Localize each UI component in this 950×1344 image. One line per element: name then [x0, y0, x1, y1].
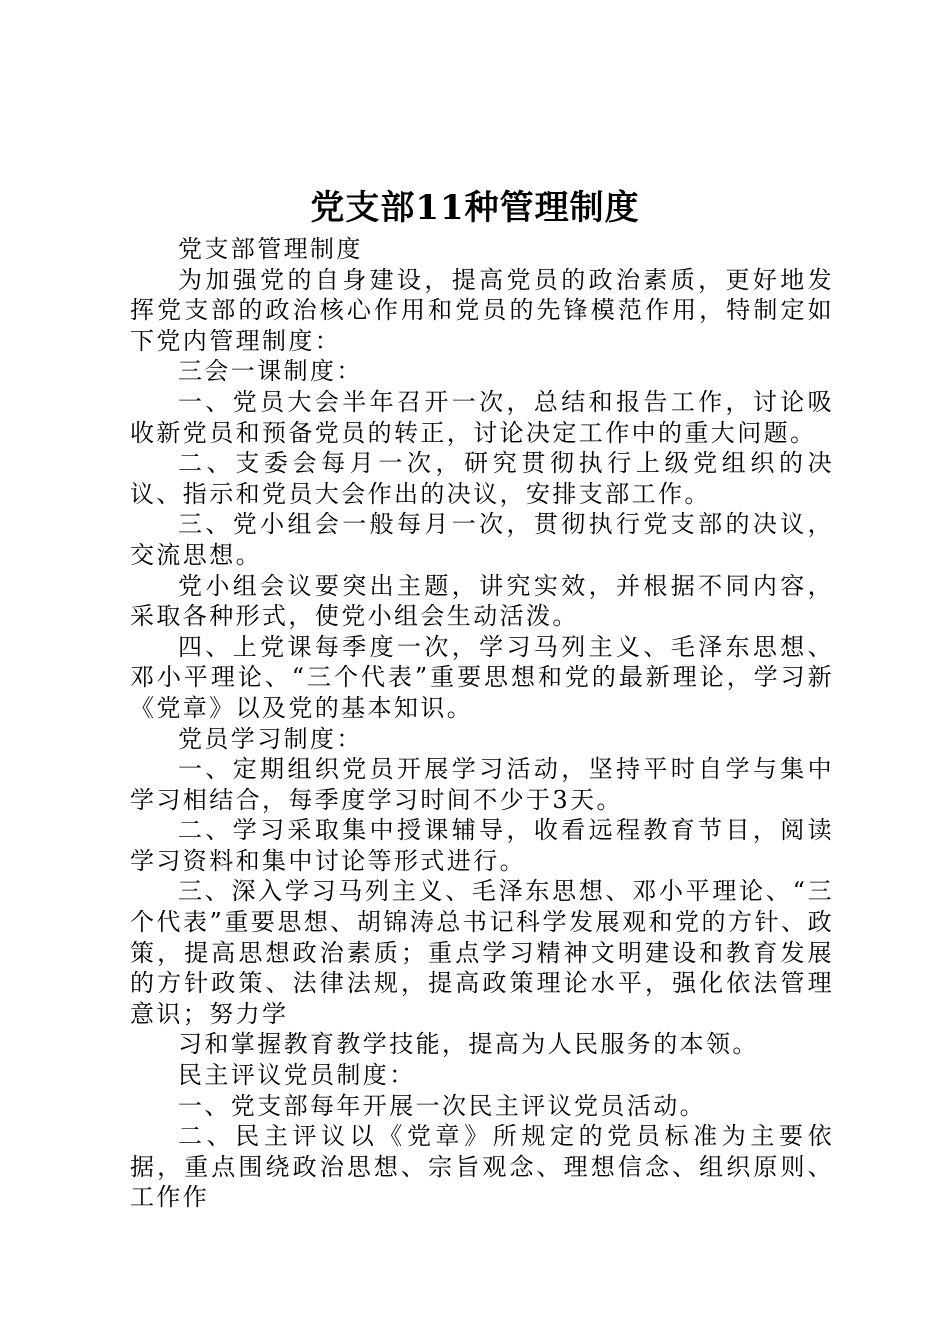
paragraph: 一、党员大会半年召开一次，总结和报告工作，讨论吸收新党员和预备党员的转正，讨论决定工作中的重大问题。: [130, 387, 834, 447]
paragraph: 三会一课制度：: [178, 357, 363, 386]
document-body: [130, 234, 834, 1213]
paragraph: 民主评议党员制度：: [178, 1061, 416, 1090]
paragraph: 一、定期组织党员开展学习活动，坚持平时自学与集中学习相结合，每季度学习时间不少于3天。: [130, 755, 834, 814]
paragraph: 一、党支部每年开展一次民主评议党员活动。: [178, 1091, 706, 1120]
paragraph: 二、学习采取集中授课辅导，收看远程教育节目，阅读学习资料和集中讨论等形式进行。: [130, 816, 834, 875]
paragraph: 党支部管理制度: [178, 235, 363, 263]
paragraph: 二、支委会每月一次，研究贯彻执行上级党组织的决议、指示和党员大会作出的决议，安排支部工作。: [130, 449, 834, 508]
paragraph: 四、上党课每季度一次，学习马列主义、毛泽东思想、邓小平理论、“三个代表”重要思想和党的最新理论，学习新《党章》以及党的基本知识。: [130, 632, 834, 722]
document-title: 党支部11种管理制度: [310, 188, 640, 228]
paragraph: 三、党小组会一般每月一次，贯彻执行党支部的决议，交流思想。: [130, 510, 834, 569]
paragraph: 党小组会议要突出主题，讲究实效，并根据不同内容，采取各种形式，使党小组会生动活泼。: [130, 571, 834, 631]
paragraph: 党员学习制度：: [178, 724, 363, 753]
paragraph: 为加强党的自身建设，提高党员的政治素质，更好地发挥党支部的政治核心作用和党员的先锋模范作用，特制定如下党内管理制度：: [130, 265, 834, 355]
paragraph: 习和掌握教育教学技能，提高为人民服务的本领。: [178, 1030, 759, 1059]
paragraph: 三、深入学习马列主义、毛泽东思想、邓小平理论、“三个代表”重要思想、胡锦涛总书记科学发展观和党的方针、政策，提高思想政治素质；重点学习精神文明建设和教育发展的方针政策、法律法规，提高政策理论水平，强化依法管理意识；努力学: [130, 877, 834, 1028]
paragraph: 二、民主评议以《党章》所规定的党员标准为主要依据，重点围绕政治思想、宗旨观念、理想信念、组织原则、工作作: [130, 1122, 834, 1212]
